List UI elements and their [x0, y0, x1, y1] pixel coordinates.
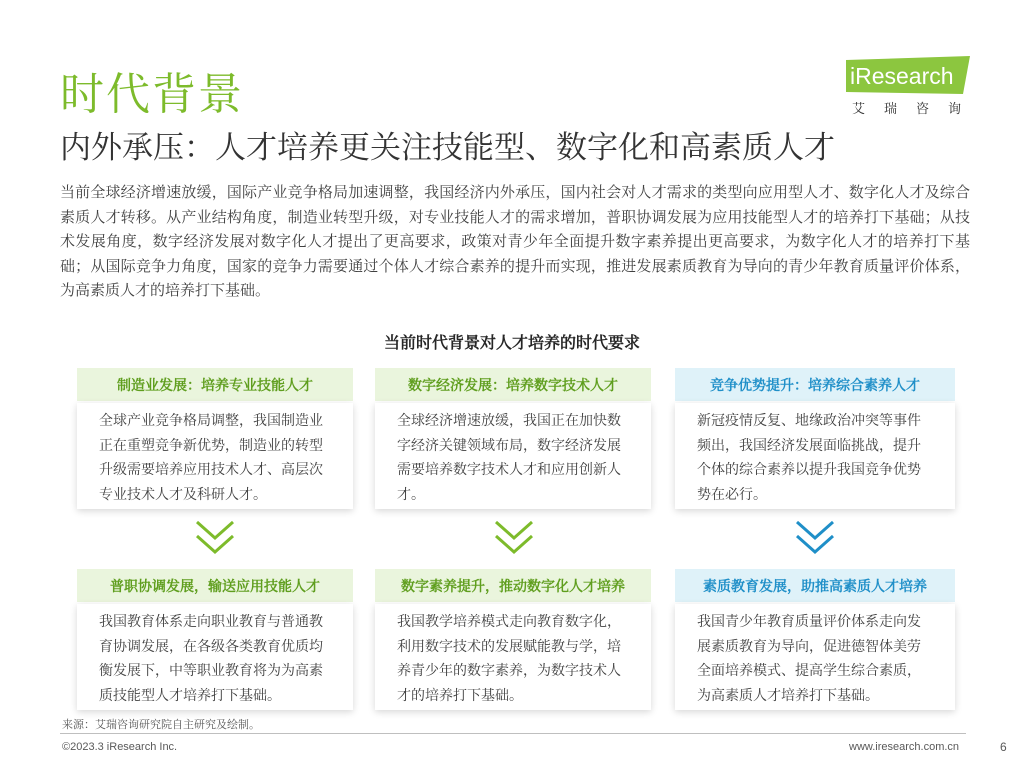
card-body-competitiveness: 新冠疫情反复、地缘政治冲突等事件频出，我国经济发展面临挑战，提升个体的综合素养以提升我国竞争优势势在必行。	[675, 403, 955, 509]
section-title: 当前时代背景对人才培养的时代要求	[383, 333, 640, 352]
card-body-digital-economy: 全球经济增速放缓，我国正在加快数字经济关键领域布局，数字经济发展需要培养数字技术人才和应用创新人才。	[375, 403, 651, 509]
card-body-digital-literacy: 我国教学培养模式走向教育数字化，利用数字技术的发展赋能教与学，培养青少年的数字素养，为数字技术人才的培养打下基础。	[375, 604, 651, 710]
page-title: 时代背景	[60, 69, 244, 120]
card-title-digital-literacy: 数字素养提升，推动数字化人才培养	[375, 569, 651, 602]
source-note: 来源：艾瑞咨询研究院自主研究及绘制。	[62, 718, 260, 731]
card-title-competitiveness: 竞争优势提升：培养综合素养人才	[675, 368, 955, 401]
copyright: ©2023.3 iResearch Inc.	[62, 741, 178, 753]
logo-text: iResearch	[850, 63, 954, 89]
logo-subtext: 艾瑞咨询	[852, 102, 981, 117]
website-link[interactable]: www.iresearch.com.cn	[849, 741, 960, 753]
page-subtitle: 内外承压：人才培养更关注技能型、数字化和高素质人才	[60, 130, 835, 166]
card-title-vocational: 普职协调发展，输送应用技能人才	[77, 569, 353, 602]
card-title-manufacturing: 制造业发展：培养专业技能人才	[77, 368, 353, 401]
card-title-digital-economy: 数字经济发展：培养数字技术人才	[375, 368, 651, 401]
card-body-vocational: 我国教育体系走向职业教育与普通教育协调发展，在各级各类教育优质均衡发展下，中等职业教育将为为高素质技能型人才培养打下基础。	[77, 604, 353, 710]
card-title-quality-education: 素质教育发展，助推高素质人才培养	[675, 569, 955, 602]
iresearch-logo	[846, 52, 981, 118]
footer-divider	[60, 733, 966, 734]
intro-paragraph: 当前全球经济增速放缓，国际产业竞争格局加速调整，我国经济内外承压，国内社会对人才需求的类型向应用型人才、数字化人才及综合素质人才转移。从产业结构角度，制造业转型升级，对专业技能人才的需求增加，普职协调发展为应用技能型人才的培养打下基础；从技术发展角度，数字经济发展对数字化人才提出了更高要求，政策对青少年全面提升数字素养提出更高要求，为数字化人才的培养打下基础；从国际竞争力角度，国家的竞争力需要通过个体人才综合素养的提升而实现，推进发展素质教育为导向的青少年教育质量评价体系，为高素质人才的培养打下基础。	[60, 183, 970, 299]
chevron-down-icon	[793, 518, 837, 560]
page-number: 6	[1000, 740, 1007, 754]
chevron-down-icon	[492, 518, 536, 560]
card-body-quality-education: 我国青少年教育质量评价体系走向发展素质教育为导向，促进德智体美劳全面培养模式、提高学生综合素质，为高素质人才培养打下基础。	[675, 604, 955, 710]
chevron-down-icon	[193, 518, 237, 560]
card-body-manufacturing: 全球产业竞争格局调整，我国制造业正在重塑竞争新优势，制造业的转型升级需要培养应用技术人才、高层次专业技术人才及科研人才。	[77, 403, 353, 509]
